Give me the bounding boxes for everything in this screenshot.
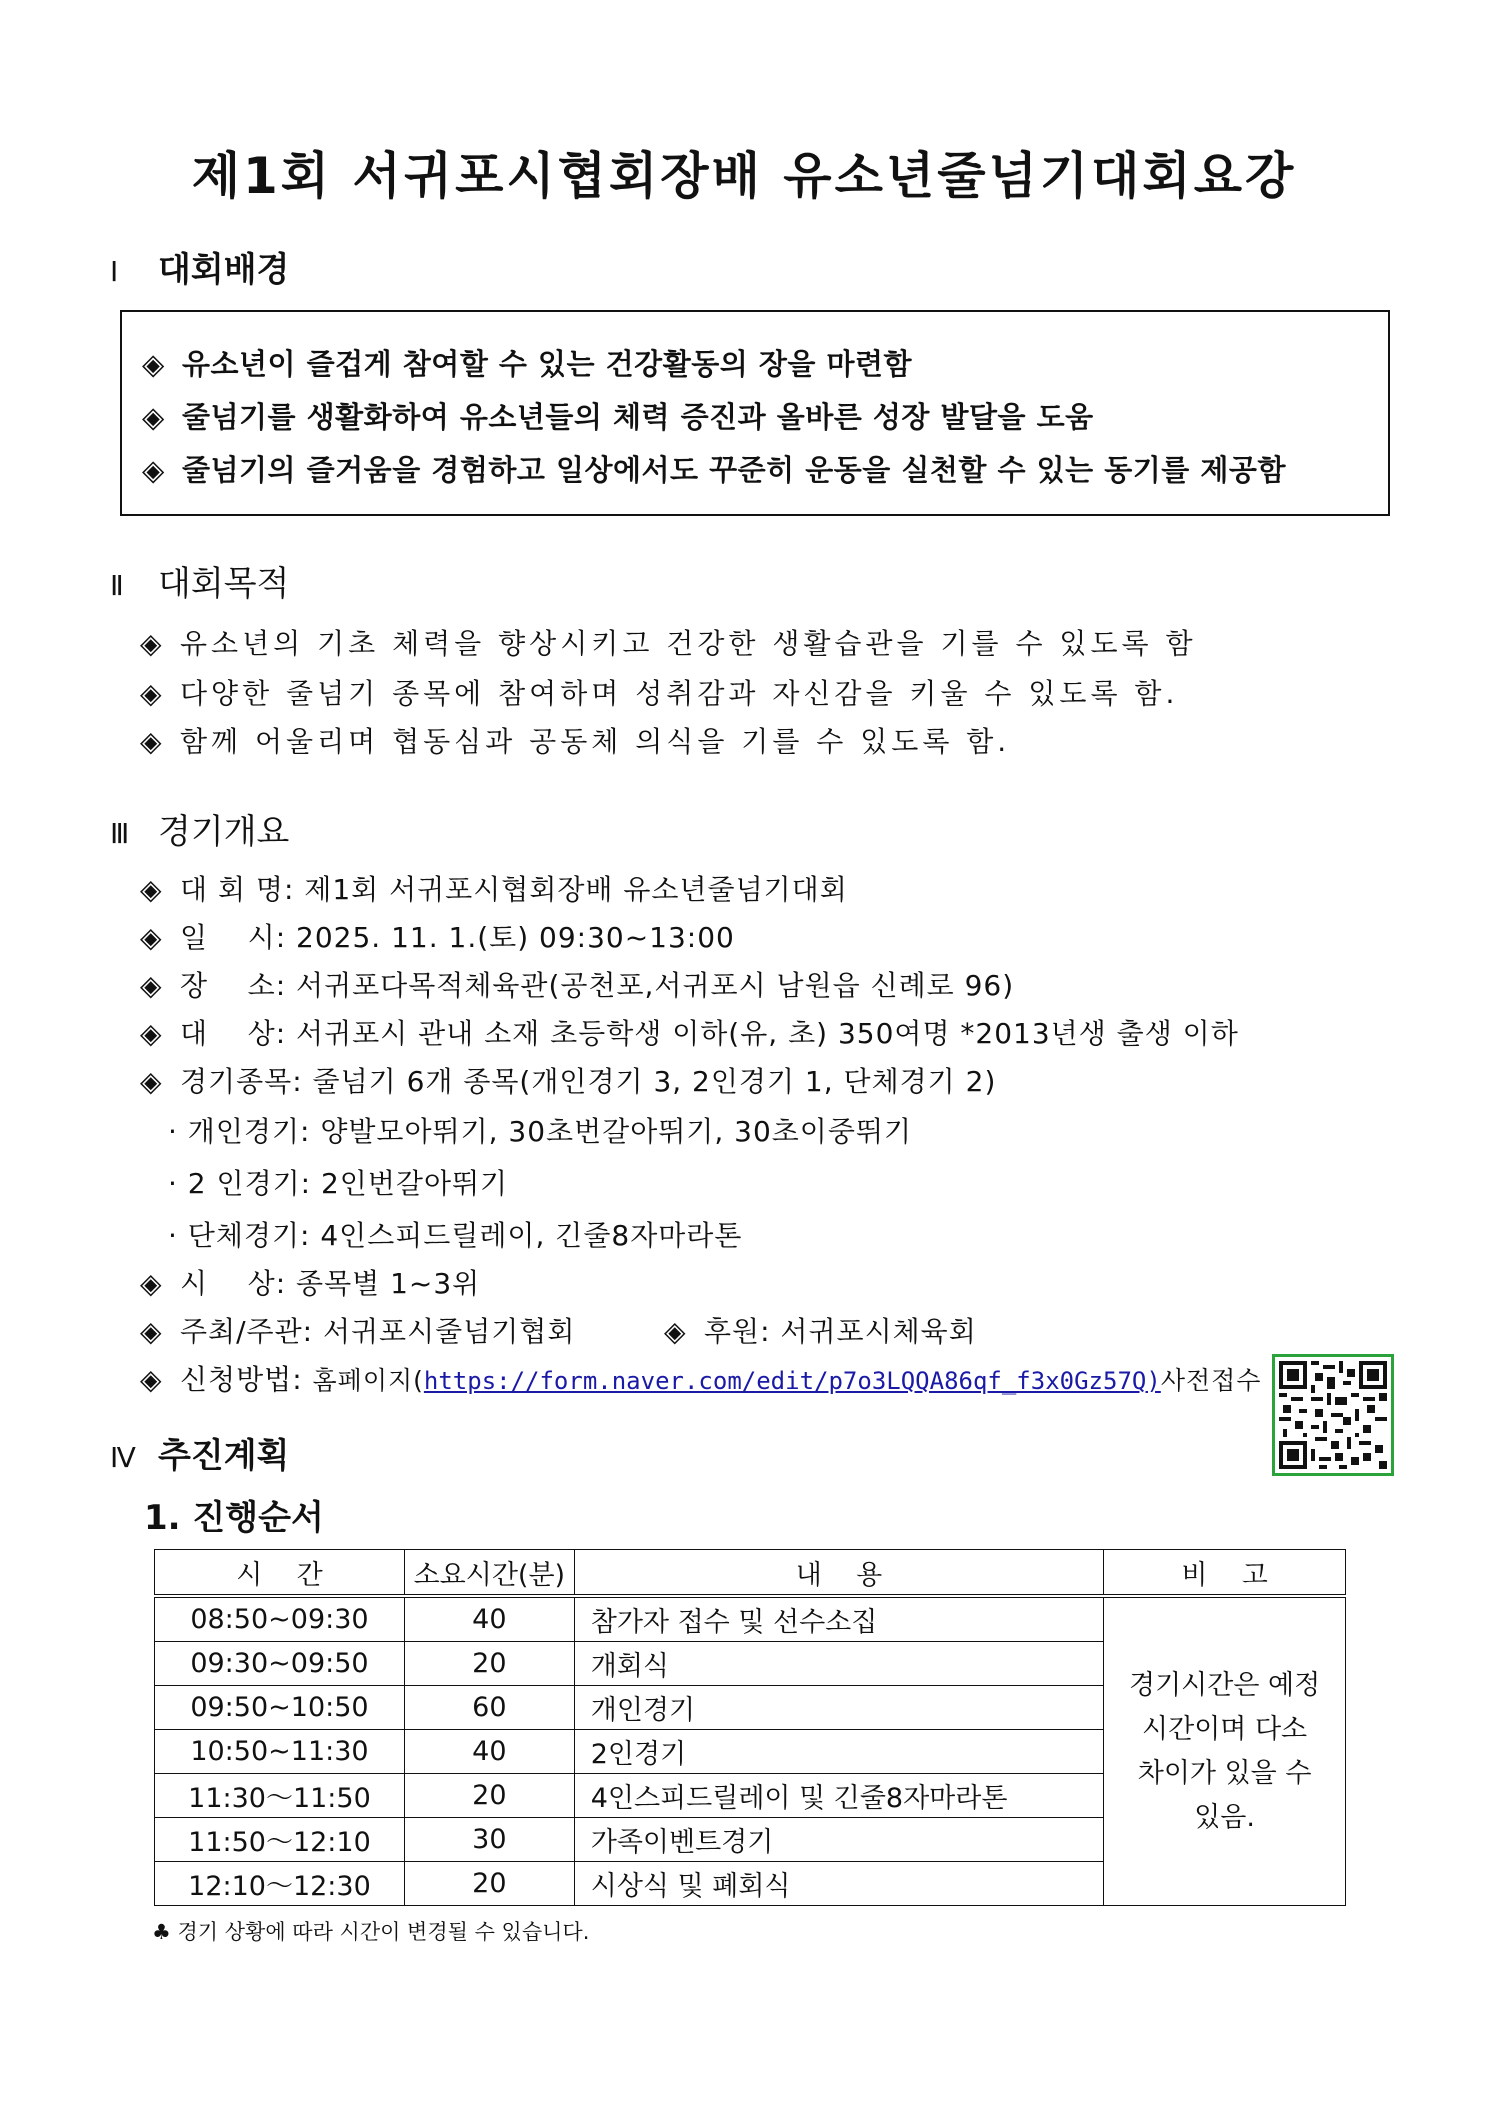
diamond-bullet-icon: ◈ bbox=[140, 969, 163, 1002]
diamond-bullet-icon: ◈ bbox=[140, 1065, 163, 1098]
content-cell: 4인스피드릴레이 및 긴줄8자마라톤 bbox=[574, 1774, 1103, 1818]
time-cell: 09:30~09:50 bbox=[155, 1642, 405, 1686]
background-item: ◈ 줄넘기의 즐거움을 경험하고 일상에서도 꾸준히 운동을 실천할 수 있는 동기를 제공함 bbox=[142, 453, 1286, 487]
content-cell: 개인경기 bbox=[574, 1686, 1103, 1730]
diamond-bullet-icon: ◈ bbox=[140, 1017, 163, 1050]
diamond-bullet-icon: ◈ bbox=[142, 347, 165, 381]
background-item: ◈ 유소년이 즐겁게 참여할 수 있는 건강활동의 장을 마련함 bbox=[142, 347, 912, 381]
overview-target: ◈ 대 상: 서귀포시 관내 소재 초등학생 이하(유, 초) 350여명 *2013년생 출생 이하 bbox=[140, 1017, 1239, 1050]
time-cell: 12:10～12:30 bbox=[155, 1862, 405, 1906]
time-cell: 09:50~10:50 bbox=[155, 1686, 405, 1730]
content-cell: 가족이벤트경기 bbox=[574, 1818, 1103, 1862]
minutes-cell: 40 bbox=[404, 1730, 574, 1774]
overview-date: ◈ 일 시: 2025. 11. 1.(토) 09:30~13:00 bbox=[140, 921, 735, 954]
time-cell: 10:50~11:30 bbox=[155, 1730, 405, 1774]
table-header: 비 고 bbox=[1104, 1550, 1346, 1597]
overview-apply: ◈ 신청방법: 홈페이지(https://form.naver.com/edit/p7o3LQQA86qf_f3x0Gz57Q)사전접수 bbox=[140, 1363, 1262, 1396]
time-cell: 11:50～12:10 bbox=[155, 1818, 405, 1862]
diamond-bullet-icon: ◈ bbox=[140, 1267, 163, 1300]
minutes-cell: 20 bbox=[404, 1862, 574, 1906]
table-header: 시 간 bbox=[155, 1550, 405, 1597]
overview-sponsor: ◈ 후원: 서귀포시체육회 bbox=[664, 1315, 977, 1348]
purpose-item: ◈ 유소년의 기초 체력을 향상시키고 건강한 생활습관을 기를 수 있도록 함 bbox=[140, 627, 1197, 660]
qr-code-icon bbox=[1272, 1354, 1394, 1476]
event-individual: · 개인경기: 양발모아뛰기, 30초번갈아뛰기, 30초이중뛰기 bbox=[168, 1115, 913, 1148]
section-4-heading: Ⅳ 추진계획 bbox=[110, 1436, 290, 1476]
overview-place: ◈ 장 소: 서귀포다목적체육관(공천포,서귀포시 남원읍 신례로 96) bbox=[140, 969, 1015, 1002]
diamond-bullet-icon: ◈ bbox=[140, 1363, 163, 1396]
schedule-table bbox=[154, 1549, 1346, 1906]
diamond-bullet-icon: ◈ bbox=[142, 400, 165, 434]
document-title: 제1회 서귀포시협회장배 유소년줄넘기대회요강 bbox=[191, 147, 1297, 205]
content-cell: 시상식 및 폐회식 bbox=[574, 1862, 1103, 1906]
event-pair: · 2 인경기: 2인번갈아뛰기 bbox=[168, 1167, 509, 1200]
section-3-heading: Ⅲ 경기개요 bbox=[110, 812, 290, 852]
diamond-bullet-icon: ◈ bbox=[664, 1315, 687, 1348]
minutes-cell: 30 bbox=[404, 1818, 574, 1862]
diamond-bullet-icon: ◈ bbox=[140, 873, 163, 906]
table-row bbox=[155, 1596, 1346, 1642]
time-cell: 11:30～11:50 bbox=[155, 1774, 405, 1818]
overview-events: ◈ 경기종목: 줄넘기 6개 종목(개인경기 3, 2인경기 1, 단체경기 2) bbox=[140, 1065, 997, 1098]
overview-award: ◈ 시 상: 종목별 1~3위 bbox=[140, 1267, 481, 1300]
purpose-item: ◈ 다양한 줄넘기 종목에 참여하며 성취감과 자신감을 키울 수 있도록 함. bbox=[140, 677, 1179, 710]
minutes-cell: 20 bbox=[404, 1642, 574, 1686]
overview-host: ◈ 주최/주관: 서귀포시줄넘기협회 bbox=[140, 1315, 576, 1348]
background-item: ◈ 줄넘기를 생활화하여 유소년들의 체력 증진과 올바른 성장 발달을 도움 bbox=[142, 400, 1094, 434]
content-cell: 개회식 bbox=[574, 1642, 1103, 1686]
purpose-item: ◈ 함께 어울리며 협동심과 공동체 의식을 기를 수 있도록 함. bbox=[140, 725, 1011, 758]
diamond-bullet-icon: ◈ bbox=[140, 627, 166, 660]
time-cell: 08:50~09:30 bbox=[155, 1596, 405, 1642]
table-header: 내 용 bbox=[574, 1550, 1103, 1597]
step-heading: 1. 진행순서 bbox=[144, 1498, 324, 1538]
application-link[interactable]: https://form.naver.com/edit/p7o3LQQA86qf_f3x0Gz57Q) bbox=[423, 1367, 1161, 1395]
table-header-row bbox=[155, 1550, 1346, 1597]
minutes-cell: 20 bbox=[404, 1774, 574, 1818]
content-cell: 참가자 접수 및 선수소집 bbox=[574, 1596, 1103, 1642]
event-team: · 단체경기: 4인스피드릴레이, 긴줄8자마라톤 bbox=[168, 1219, 743, 1252]
minutes-cell: 60 bbox=[404, 1686, 574, 1730]
minutes-cell: 40 bbox=[404, 1596, 574, 1642]
footnote: ♣ 경기 상황에 따라 시간이 변경될 수 있습니다. bbox=[152, 1920, 590, 1944]
background-box bbox=[120, 310, 1390, 516]
diamond-bullet-icon: ◈ bbox=[140, 921, 163, 954]
section-2-heading: Ⅱ 대회목적 bbox=[110, 564, 290, 604]
table-header: 소요시간(분) bbox=[404, 1550, 574, 1597]
overview-name: ◈ 대 회 명: 제1회 서귀포시협회장배 유소년줄넘기대회 bbox=[140, 873, 848, 906]
diamond-bullet-icon: ◈ bbox=[140, 677, 166, 710]
content-cell: 2인경기 bbox=[574, 1730, 1103, 1774]
diamond-bullet-icon: ◈ bbox=[140, 725, 166, 758]
section-1-heading: Ⅰ 대회배경 bbox=[110, 250, 290, 290]
diamond-bullet-icon: ◈ bbox=[140, 1315, 163, 1348]
diamond-bullet-icon: ◈ bbox=[142, 453, 165, 487]
note-cell: 경기시간은 예정 시간이며 다소 차이가 있을 수 있음. bbox=[1104, 1596, 1346, 1906]
